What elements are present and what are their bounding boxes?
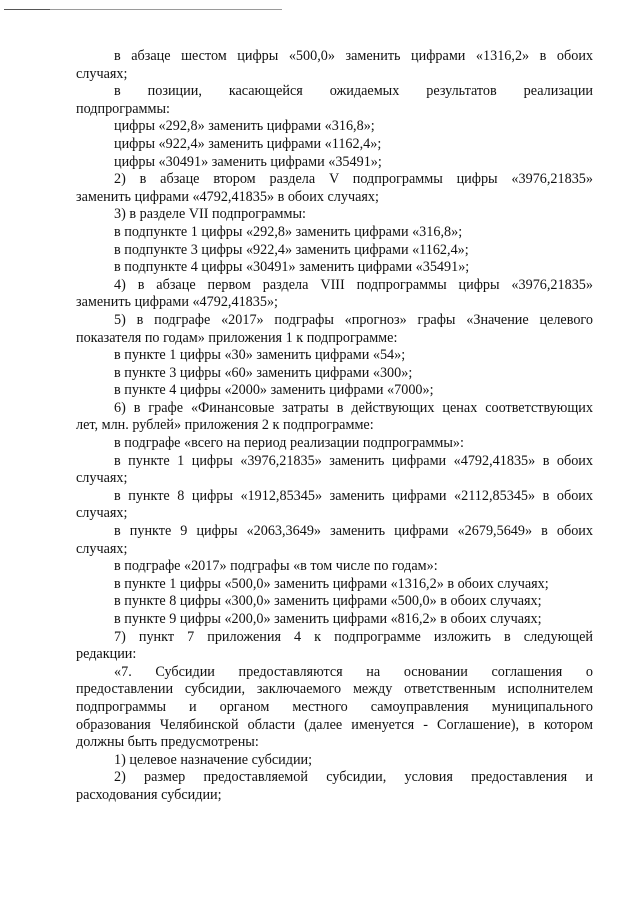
text-line: в подпункте 1 цифры «292,8» заменить цифрами «316,8»;	[114, 223, 463, 240]
text-line: в пункте 8 цифры «1912,85345» заменить цифрами «2112,85345» в обоих	[114, 487, 593, 504]
text-line: случаях;	[76, 540, 128, 557]
text-line: в пункте 1 цифры «3976,21835» заменить цифрами «4792,41835» в обоих	[114, 452, 593, 469]
text-line: случаях;	[76, 65, 128, 82]
text-line: в пункте 9 цифры «2063,3649» заменить цифрами «2679,5649» в обоих	[114, 523, 593, 540]
text-line: 7) пункт 7 приложения 4 к подпрограмме изложить в следующей	[114, 628, 593, 645]
text-line: заменить цифрами «4792,41835»;	[76, 294, 278, 311]
text-line: в пункте 9 цифры «200,0» заменить цифрами «816,2» в обоих случаях;	[114, 611, 542, 627]
text-line: 4) в абзаце первом раздела VIII подпрограммы цифры «3976,21835»	[114, 276, 593, 293]
text-line: должны быть предусмотрены:	[76, 734, 259, 751]
text-line: в пункте 1 цифры «500,0» заменить цифрами «1316,2» в обоих случаях;	[114, 575, 549, 592]
text-line: в подграфе «всего на период реализации подпрограммы»:	[114, 435, 464, 452]
text-line: 2) размер предоставляемой субсидии, условия предоставления и	[114, 769, 593, 786]
text-line: редакции:	[76, 646, 137, 663]
text-line: 2) в абзаце втором раздела V подпрограммы цифры «3976,21835»	[114, 171, 593, 188]
text-line: цифры «30491» заменить цифрами «35491»;	[114, 153, 382, 170]
text-line: 3) в разделе VII подпрограммы:	[114, 206, 306, 223]
text-line: в подпункте 4 цифры «30491» заменить цифрами «35491»;	[114, 259, 470, 276]
document-body	[76, 48, 593, 805]
text-line: предоставлении субсидии, заключаемого между ответственным исполнителем	[76, 681, 593, 698]
text-line: в позиции, касающейся ожидаемых результатов реализации	[114, 83, 593, 100]
header-rule-accent	[4, 9, 50, 10]
text-line: подпрограммы и органом местного самоуправления муниципального	[76, 698, 593, 715]
text-line: подпрограммы:	[76, 100, 170, 117]
text-line: в пункте 8 цифры «300,0» заменить цифрами «500,0» в обоих случаях;	[114, 593, 542, 610]
text-line: случаях;	[76, 470, 128, 487]
text-line: в абзаце шестом цифры «500,0» заменить цифрами «1316,2» в обоих	[114, 48, 593, 64]
text-line: лет, млн. рублей» приложения 2 к подпрограмме:	[76, 417, 374, 434]
text-line: в пункте 3 цифры «60» заменить цифрами «300»;	[114, 364, 413, 381]
text-line: в подграфе «2017» подграфы «в том числе по годам»:	[114, 558, 438, 575]
text-line: в пункте 1 цифры «30» заменить цифрами «54»;	[114, 347, 406, 364]
text-line: образования Челябинской области (далее именуется - Соглашение), в котором	[76, 716, 593, 733]
text-line: цифры «292,8» заменить цифрами «316,8»;	[114, 118, 375, 135]
text-line: 5) в подграфе «2017» подграфы «прогноз» графы «Значение целевого	[114, 311, 593, 328]
text-line: заменить цифрами «4792,41835» в обоих случаях;	[76, 188, 379, 205]
text-line: «7. Субсидии предоставляются на основании соглашения о	[114, 663, 593, 680]
text-line: 1) целевое назначение субсидии;	[114, 751, 313, 768]
text-line: цифры «922,4» заменить цифрами «1162,4»;	[114, 135, 382, 152]
text-line: в подпункте 3 цифры «922,4» заменить цифрами «1162,4»;	[114, 241, 469, 258]
text-line: 6) в графе «Финансовые затраты в действующих ценах соответствующих	[114, 399, 593, 416]
text-line: в пункте 4 цифры «2000» заменить цифрами «7000»;	[114, 382, 434, 399]
text-line: показателя по годам» приложения 1 к подпрограмме:	[76, 329, 398, 346]
text-line: расходования субсидии;	[76, 786, 222, 803]
text-line: случаях;	[76, 505, 128, 522]
